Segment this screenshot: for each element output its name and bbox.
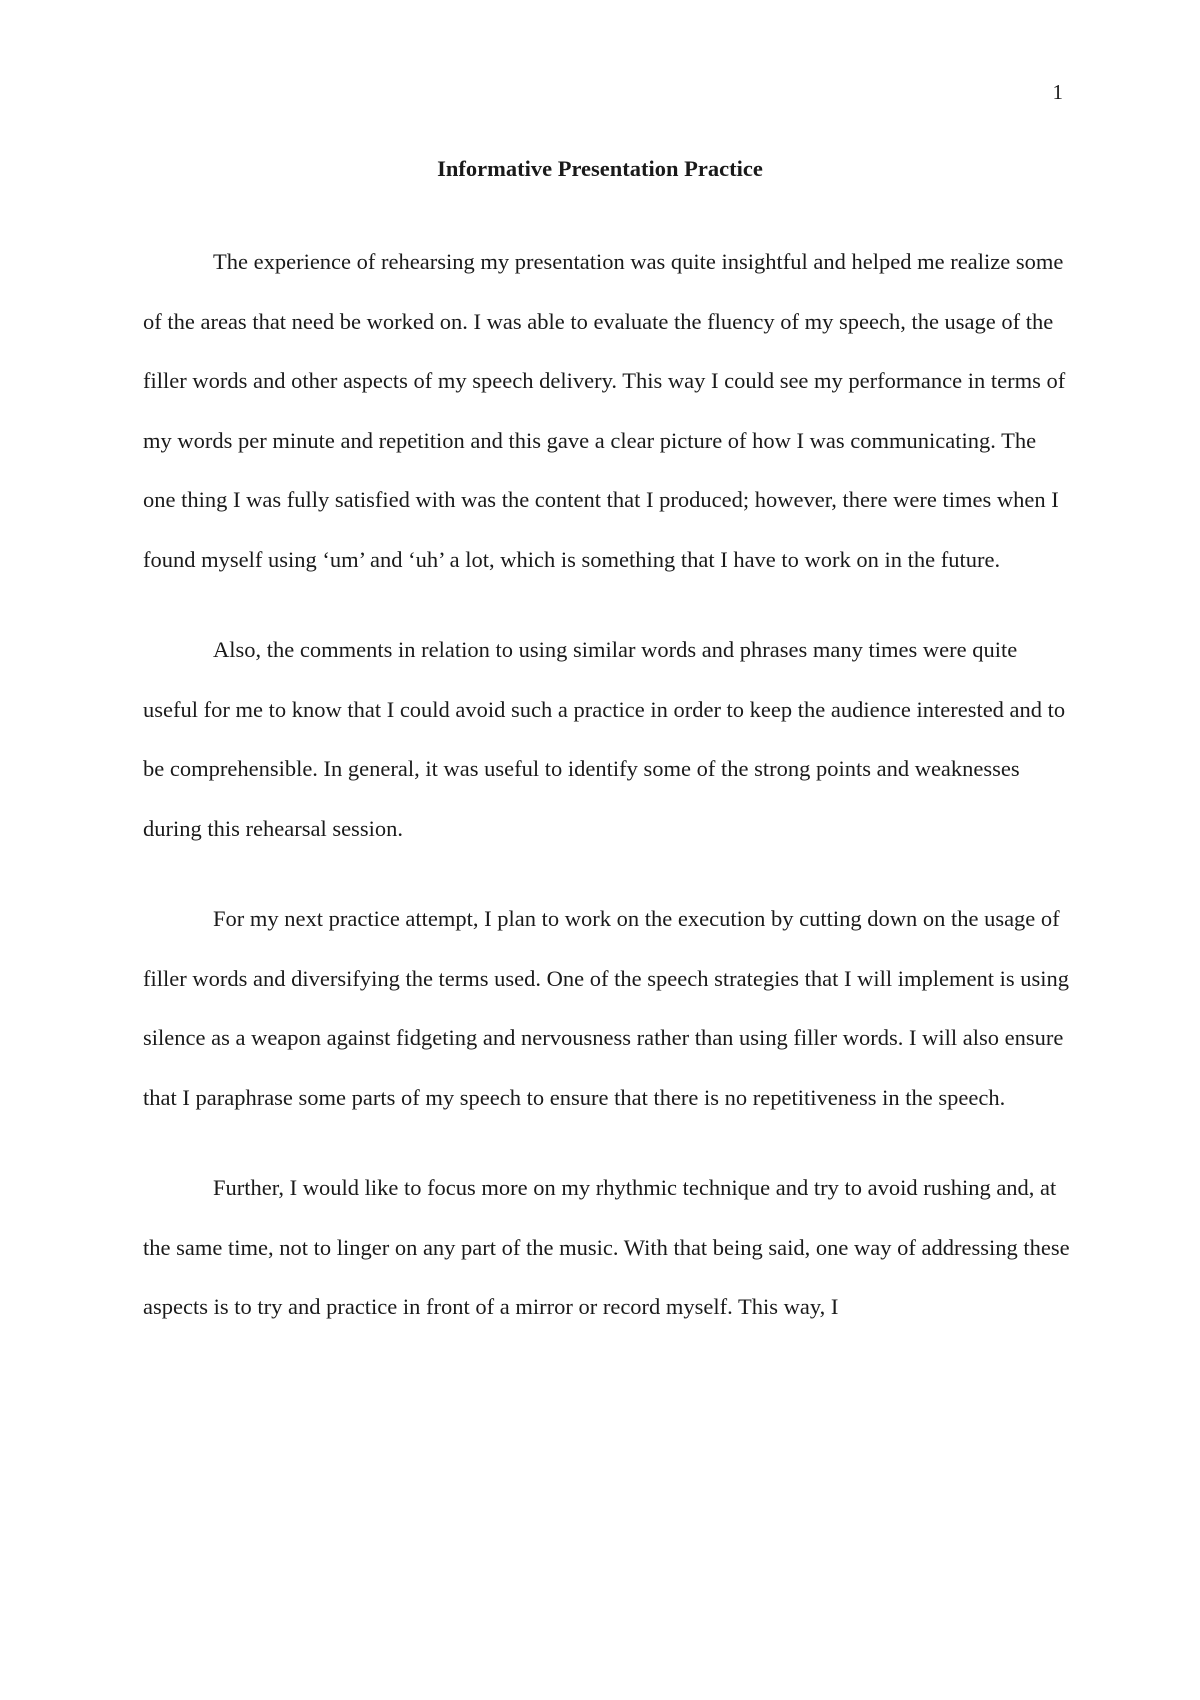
- paragraph-4: Further, I would like to focus more on my rhythmic technique and try to avoid rushing and, at the same time, not to linger on any part of the music. With that being said, one way of addressing these aspects is to try and practice in front of a mirror or record myself. This way, I: [143, 1175, 1070, 1319]
- paragraph-1: The experience of rehearsing my presentation was quite insightful and helped me realize some of the areas that need be worked on. I was able to evaluate the fluency of my speech, the usage of the filler words and other aspects of my speech delivery. This way I could see my performance in terms of my words per minute and repetition and this gave a clear picture of how I was communicating. The one thing I was fully satisfied with was the content that I produced; however, there were times when I found myself using ‘um’ and ‘uh’ a lot, which is something that I have to work on in the future.: [143, 249, 1066, 572]
- paragraph-2: Also, the comments in relation to using similar words and phrases many times were quite useful for me to know that I could avoid such a practice in order to keep the audience interested and to be comprehensible. In general, it was useful to identify some of the strong points and weaknesses during this rehearsal session.: [143, 637, 1066, 841]
- page-number: 1: [1052, 80, 1063, 104]
- document-title: Informative Presentation Practice: [437, 156, 763, 181]
- paragraph-3: For my next practice attempt, I plan to work on the execution by cutting down on the usage of filler words and diversifying the terms used. One of the speech strategies that I will implement is using silence as a weapon against fidgeting and nervousness rather than using filler words. I will also ensure that I paraphrase some parts of my speech to ensure that there is no repetitiveness in the speech.: [143, 906, 1070, 1110]
- document-body: [143, 232, 1071, 1368]
